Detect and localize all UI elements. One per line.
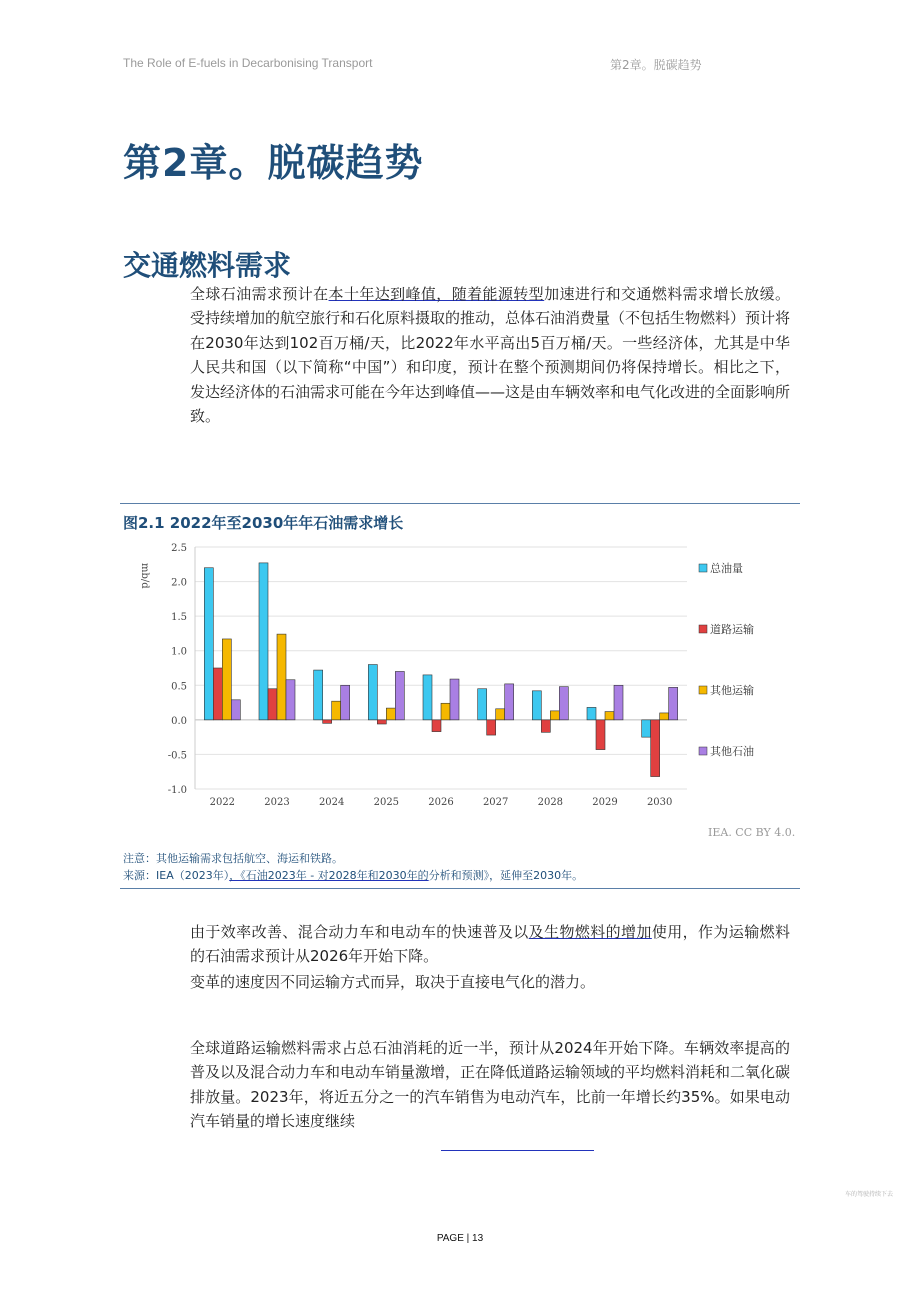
bar-总油量-2022: [204, 568, 213, 720]
oil-demand-bar-chart: [120, 535, 800, 815]
paragraph-text: 全球石油需求预计在: [190, 285, 329, 303]
x-tick-label: 2028: [537, 797, 564, 808]
figure-credit: IEA. CC BY 4.0.: [708, 826, 796, 839]
paragraph-text: 加速进行和交通燃料需求增长放缓。受持续增加的航空旅行和石化原料摄取的推动，总体石油消费量（不包括生物燃料）预计将在2030年达到102百万桶/天，比2022年水平高出5百万桶/天。一些经济体，尤其是中华人民共和国（以下简称“中国”）和印度，预计在整个预测期间仍将保持增长。相比之下，发达经济体的石油需求可能在今年达到峰值——这是由车辆效率和电气化改进的全面影响所致。: [190, 285, 791, 426]
bar-其他石油-2022: [231, 700, 240, 720]
bar-其他运输-2023: [277, 634, 286, 720]
legend-label: 道路运输: [710, 623, 754, 636]
y-tick-label: 1.0: [171, 646, 187, 658]
bar-道路运输-2029: [596, 720, 605, 750]
bar-其他石油-2023: [286, 680, 295, 720]
bar-总油量-2026: [423, 675, 432, 720]
x-tick-label: 2023: [264, 797, 290, 808]
paragraph-text: 使用，作为运输燃料的石油需求预计从2026年开始下降。: [190, 923, 790, 966]
bar-道路运输-2028: [541, 720, 550, 732]
x-tick-label: 2026: [428, 797, 454, 808]
y-tick-label: 2.0: [171, 577, 187, 589]
legend-swatch: [699, 686, 707, 694]
bar-其他运输-2024: [332, 701, 341, 720]
inline-link[interactable]: 本十年达到峰值，随着能源转型: [328, 285, 545, 303]
bar-其他运输-2030: [660, 713, 669, 720]
legend-label: 其他运输: [710, 684, 754, 697]
page-number: PAGE | 13: [436, 1233, 484, 1244]
x-tick-label: 2025: [373, 797, 400, 808]
bar-总油量-2029: [587, 707, 596, 719]
x-tick-label: 2024: [318, 797, 345, 808]
chapter-header: 第2章。脱碳趋势: [610, 58, 702, 72]
source-text: 来源：IEA（2023年）: [123, 869, 230, 882]
y-tick-label: 2.5: [171, 543, 187, 554]
y-tick-label: -1.0: [167, 785, 187, 796]
x-tick-label: 2029: [592, 797, 618, 808]
bar-总油量-2025: [368, 665, 377, 720]
bar-道路运输-2022: [213, 668, 222, 720]
figure-source: [123, 867, 583, 883]
y-tick-label: 0.0: [171, 715, 187, 727]
y-tick-label: 0.5: [171, 681, 187, 693]
paragraph-text: 由于效率改善、混合动力车和电动车的快速普及以: [190, 923, 529, 941]
figure-title: 图2.1 2022年至2030年年石油需求增长: [123, 514, 404, 532]
x-tick-label: 2022: [209, 797, 236, 808]
bar-其他运输-2022: [222, 639, 231, 720]
bar-其他石油-2024: [341, 685, 350, 720]
bar-其他石油-2025: [395, 671, 404, 719]
bar-其他石油-2030: [669, 687, 678, 719]
bar-总油量-2028: [532, 691, 541, 720]
y-axis-label: mb/d: [139, 563, 150, 589]
x-tick-label: 2027: [482, 797, 509, 808]
bar-其他石油-2029: [614, 685, 623, 720]
bar-道路运输-2023: [268, 689, 277, 720]
inline-link[interactable]: 及生物燃料的增加: [528, 923, 652, 941]
y-tick-label: -0.5: [167, 750, 187, 762]
bar-道路运输-2026: [432, 720, 441, 732]
bar-其他运输-2026: [441, 703, 450, 720]
paragraph-road-transport: 全球道路运输燃料需求占总石油消耗的近一半，预计从2024年开始下降。车辆效率提高的普及以及混合动力车和电动车销量激增，正在降低道路运输领域的平均燃料消耗和二氧化碳排放量。2023年，将近五分之一的汽车销售为电动汽车，比前一年增长约35%。如果电动汽车销量的增长速度继续: [190, 1039, 791, 1131]
legend-swatch: [699, 625, 707, 633]
x-tick-label: 2030: [646, 797, 673, 808]
paragraph-pace-of-change: 变革的速度因不同运输方式而异，取决于直接电气化的潜力。: [190, 973, 596, 991]
legend-swatch: [699, 747, 707, 755]
bar-道路运输-2030: [651, 720, 660, 777]
source-text: 分析和预测》，延伸至2030年。: [428, 869, 584, 882]
source-link[interactable]: ，《石油2023年 - 对2028年和2030年的: [229, 869, 429, 882]
figure-top-rule: [120, 503, 800, 504]
bar-总油量-2030: [642, 720, 651, 737]
y-tick-label: 1.5: [171, 612, 187, 624]
bar-其他石油-2027: [505, 684, 514, 720]
bar-其他运输-2025: [386, 708, 395, 720]
side-margin-mark: 车的驾驶持续下去: [845, 1191, 894, 1198]
bar-总油量-2024: [314, 670, 323, 720]
paragraph-oil-demand: [190, 282, 790, 428]
bar-道路运输-2024: [323, 720, 332, 723]
section-title: 交通燃料需求: [123, 249, 292, 282]
figure-bottom-rule: [120, 888, 800, 889]
link-underline[interactable]: [441, 1150, 594, 1151]
bar-其他石油-2026: [450, 679, 459, 720]
bar-其他石油-2028: [559, 687, 568, 720]
document-title-header: The Role of E-fuels in Decarbonising Transport: [123, 56, 373, 70]
legend-label: 其他石油: [710, 745, 754, 758]
bar-总油量-2027: [478, 689, 487, 720]
bar-道路运输-2027: [487, 720, 496, 735]
legend-swatch: [699, 564, 707, 572]
bar-其他运输-2028: [550, 711, 559, 720]
bar-道路运输-2025: [377, 720, 386, 724]
bar-总油量-2023: [259, 563, 268, 720]
chapter-title: 第2章。脱碳趋势: [123, 141, 424, 185]
legend-label: 总油量: [710, 562, 743, 575]
bar-其他运输-2027: [496, 709, 505, 720]
figure-note: 注意：其他运输需求包括航空、海运和铁路。: [123, 852, 343, 865]
bar-其他运输-2029: [605, 712, 614, 720]
paragraph-transport-fuel: [190, 920, 790, 969]
